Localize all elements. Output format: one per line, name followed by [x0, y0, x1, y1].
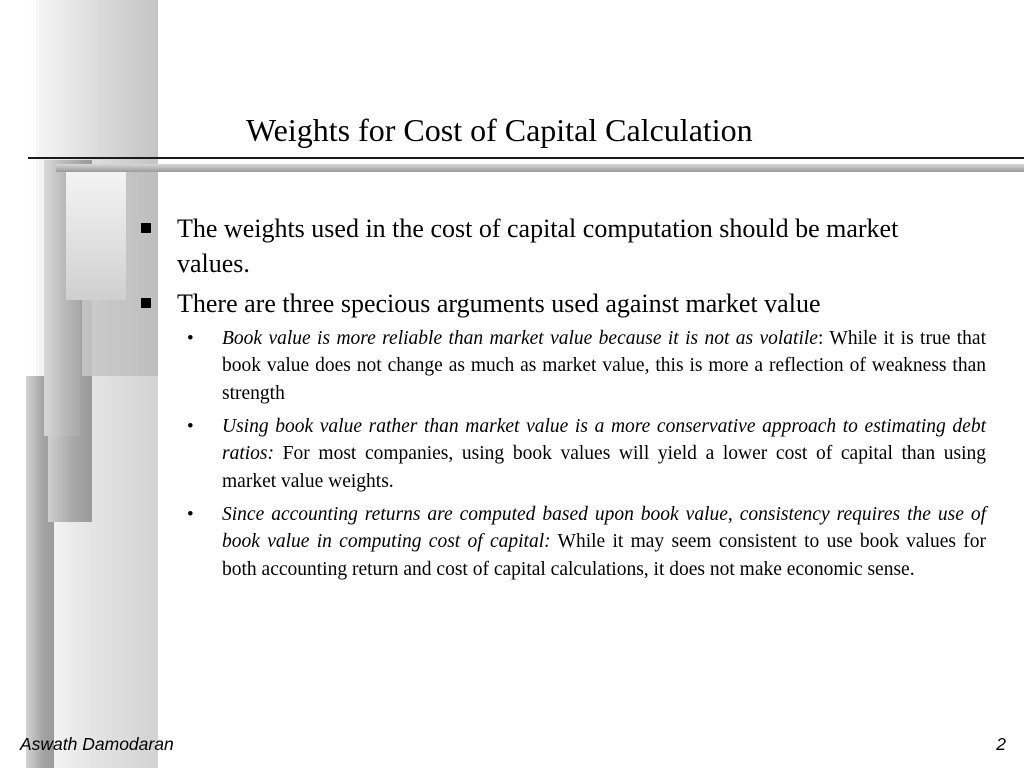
sub-bullet-argument: Using book value rather than market value is a more conservative approach to estimating debt ratios:: [222, 416, 986, 465]
bullet-market-values: The weights used in the cost of capital computation should be market values.: [177, 214, 899, 278]
sub-bullet-book-value-reliable: [222, 325, 986, 407]
sub-bullet-argument: Since accounting returns are computed based upon book value, consistency requires the use of book value in computing cost of capital:: [222, 504, 986, 553]
bullet-specious-arguments: There are three specious arguments used against market value: [177, 289, 821, 318]
footer-author: Aswath Damodaran: [20, 734, 174, 754]
dot-bullet-icon: •: [187, 328, 194, 349]
sub-bullet-argument: Book value is more reliable than market value because it is not as volatile: [222, 328, 818, 349]
title-divider-shadow: [56, 164, 1024, 172]
title-divider: [28, 157, 1024, 159]
dot-bullet-icon: •: [187, 416, 194, 437]
sub-bullet-consistency: [222, 501, 986, 583]
page-number: 2: [996, 734, 1006, 754]
slide-title: Weights for Cost of Capital Calculation: [246, 112, 753, 148]
dot-bullet-icon: •: [187, 504, 194, 525]
decorative-bar: [66, 170, 126, 300]
sub-bullet-rebuttal: : While it is true that book value does not change as much as market value, this is more a reflection of weakness than strength: [222, 328, 986, 404]
sub-bullet-conservative-approach: [222, 413, 986, 495]
square-bullet-icon: [141, 223, 151, 233]
sub-bullet-rebuttal: While it may seem consistent to use book values for both accounting return and cost of capital calculations, it does not make economic sense.: [222, 531, 986, 580]
sub-bullet-rebuttal: For most companies, using book values will yield a lower cost of capital than using market value weights.: [222, 443, 986, 492]
square-bullet-icon: [141, 298, 151, 308]
